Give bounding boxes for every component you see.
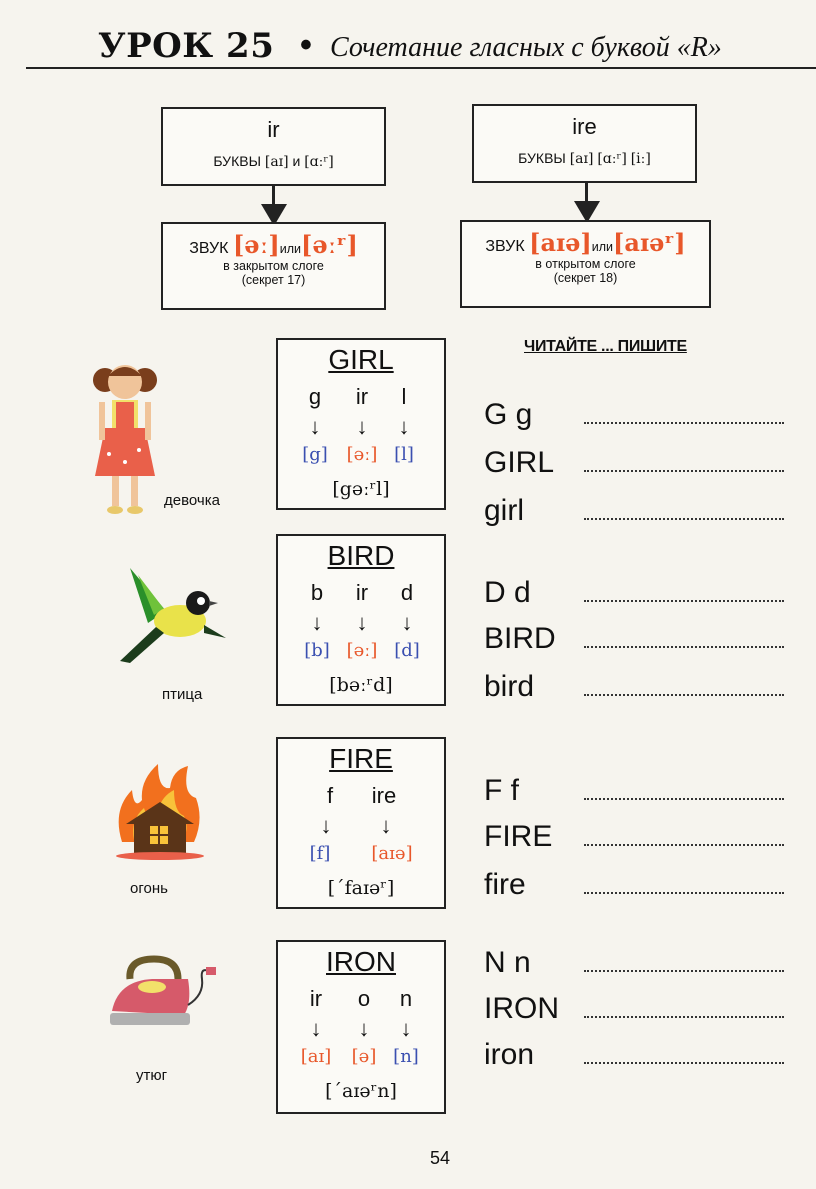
dotted-line <box>584 1062 784 1064</box>
dotted-line <box>584 970 784 972</box>
down-arrow-icon: ↓ <box>356 414 368 439</box>
phoneme: [aɪ] <box>300 1046 332 1067</box>
sound-label: ЗВУК <box>485 238 525 255</box>
word-part: ir <box>309 986 323 1011</box>
letters-ir: ir <box>267 117 280 142</box>
sound-line <box>462 228 709 257</box>
sound-label: ЗВУК <box>189 240 229 257</box>
word-part: n <box>399 986 413 1011</box>
letters-ire: ire <box>572 114 597 139</box>
phoneme: [b] <box>304 640 330 661</box>
ipa-3: [iː] <box>630 151 651 167</box>
practice-text: bird <box>484 670 535 703</box>
lesson-title: Сочетание гласных с буквой «R» <box>330 32 722 63</box>
down-arrow-icon: ↓ <box>356 610 368 635</box>
practice-line[interactable] <box>484 396 784 434</box>
header-divider <box>26 67 816 69</box>
dotted-line <box>584 600 784 602</box>
phoneme: [d] <box>394 640 420 661</box>
practice-line[interactable] <box>484 866 784 904</box>
sound-box-ir <box>161 222 386 310</box>
practice-line[interactable] <box>484 492 784 530</box>
practice-text: fire <box>484 868 526 901</box>
practice-line[interactable] <box>484 444 784 482</box>
fire-icon <box>112 760 208 860</box>
down-arrow-icon: ↓ <box>398 414 410 439</box>
word-part: l <box>401 384 407 409</box>
picture-label: девочка <box>164 492 220 509</box>
bird-icon <box>108 563 230 668</box>
word-part: d <box>400 580 414 605</box>
phoneme: [n] <box>393 1046 419 1067</box>
practice-text: FIRE <box>484 820 553 853</box>
word-part: f <box>326 783 334 808</box>
phoneme: [l] <box>394 444 414 465</box>
dotted-line <box>584 1016 784 1018</box>
practice-text: iron <box>484 1038 535 1071</box>
transcription: [bəːʳd] <box>329 674 393 696</box>
phoneme: [ə] <box>351 1046 377 1067</box>
letters-caption <box>163 153 384 170</box>
down-arrow-icon: ↓ <box>380 813 392 838</box>
practice-line[interactable] <box>484 990 784 1028</box>
dotted-line <box>584 422 784 424</box>
syllable-note: в закрытом слоге <box>223 259 324 273</box>
transcription: [ˊfaɪəʳ] <box>327 877 395 899</box>
page-header <box>28 22 788 72</box>
word-card-girl <box>276 338 446 510</box>
girl-icon <box>85 358 165 520</box>
practice-line[interactable] <box>484 574 784 612</box>
down-arrow-icon: ↓ <box>400 1016 412 1041</box>
phoneme: [əː] <box>346 444 378 465</box>
practice-text: N n <box>484 946 531 979</box>
picture-label: птица <box>162 686 203 703</box>
practice-text: girl <box>484 494 525 527</box>
practice-line[interactable] <box>484 1036 784 1074</box>
ipa-2: [ɑːʳ] <box>304 154 334 170</box>
word-title: GIRL <box>328 344 394 375</box>
dotted-line <box>584 518 784 520</box>
practice-text: D d <box>484 576 531 609</box>
letters-box-ir <box>161 107 386 186</box>
phoneme: [g] <box>302 444 328 465</box>
sound-join: или <box>591 240 614 254</box>
down-arrow-icon: ↓ <box>401 610 413 635</box>
word-card-fire <box>276 737 446 909</box>
phoneme: [f] <box>309 843 331 864</box>
dotted-line <box>584 470 784 472</box>
transcription: [ˊaɪəʳn] <box>325 1080 397 1102</box>
ipa-1: [aɪ] <box>569 151 594 167</box>
down-arrow-icon: ↓ <box>309 414 321 439</box>
practice-line[interactable] <box>484 944 784 982</box>
word-title: FIRE <box>329 743 393 774</box>
phoneme: [aɪə] <box>371 843 413 864</box>
practice-line[interactable] <box>484 668 784 706</box>
syllable-note: в открытом слоге <box>535 257 636 271</box>
down-arrow-icon: ↓ <box>311 610 323 635</box>
dotted-line <box>584 892 784 894</box>
practice-text: BIRD <box>484 622 556 655</box>
practice-line[interactable] <box>484 772 784 810</box>
word-title: IRON <box>326 946 396 977</box>
sound-1: [aɪə] <box>529 228 592 257</box>
word-part: ir <box>355 580 369 605</box>
sound-2: [aɪəʳ] <box>613 228 686 257</box>
picture-label: утюг <box>136 1067 168 1084</box>
caption-text: БУКВЫ <box>518 150 566 166</box>
practice-text: F f <box>484 774 519 807</box>
down-arrow-icon: ↓ <box>320 813 332 838</box>
join-word: и <box>292 153 301 169</box>
dotted-line <box>584 646 784 648</box>
secret-note: (секрет 17) <box>241 273 306 287</box>
down-arrow-icon: ↓ <box>358 1016 370 1041</box>
letters-caption <box>474 150 695 167</box>
dotted-line <box>584 798 784 800</box>
ipa-2: [ɑːʳ] <box>597 151 627 167</box>
sound-box-ire <box>460 220 711 308</box>
down-arrow-icon: ↓ <box>310 1016 322 1041</box>
word-part: o <box>357 986 371 1011</box>
sound-1: [əː] <box>232 230 280 259</box>
transcription: [gəːʳl] <box>332 478 390 500</box>
practice-text: GIRL <box>484 446 555 479</box>
practice-text: G g <box>484 398 533 431</box>
practice-line[interactable] <box>484 620 784 658</box>
iron-icon <box>108 955 220 1039</box>
word-part: g <box>308 384 322 409</box>
ipa-1: [aɪ] <box>264 154 289 170</box>
word-part: ir <box>355 384 369 409</box>
picture-label: огонь <box>130 880 168 897</box>
dotted-line <box>584 844 784 846</box>
word-card-bird <box>276 534 446 706</box>
phoneme: [əː] <box>346 640 378 661</box>
read-write-title: ЧИТАЙТЕ ... ПИШИТЕ <box>524 338 687 355</box>
word-card-iron <box>276 940 446 1114</box>
dotted-line <box>584 694 784 696</box>
secret-note: (секрет 18) <box>553 271 618 285</box>
lesson-number: УРОК 25 <box>98 26 275 66</box>
header-bullet: • <box>300 26 312 64</box>
word-title: BIRD <box>327 540 395 571</box>
sound-2: [əːʳ] <box>301 230 358 259</box>
word-part: b <box>310 580 324 605</box>
sound-join: или <box>279 242 302 256</box>
caption-text: БУКВЫ <box>213 153 261 169</box>
practice-text: IRON <box>484 992 559 1025</box>
page-number: 54 <box>429 1148 451 1168</box>
sound-line <box>163 230 384 259</box>
letters-box-ire <box>472 104 697 183</box>
word-part: ire <box>371 783 397 808</box>
practice-line[interactable] <box>484 818 784 856</box>
